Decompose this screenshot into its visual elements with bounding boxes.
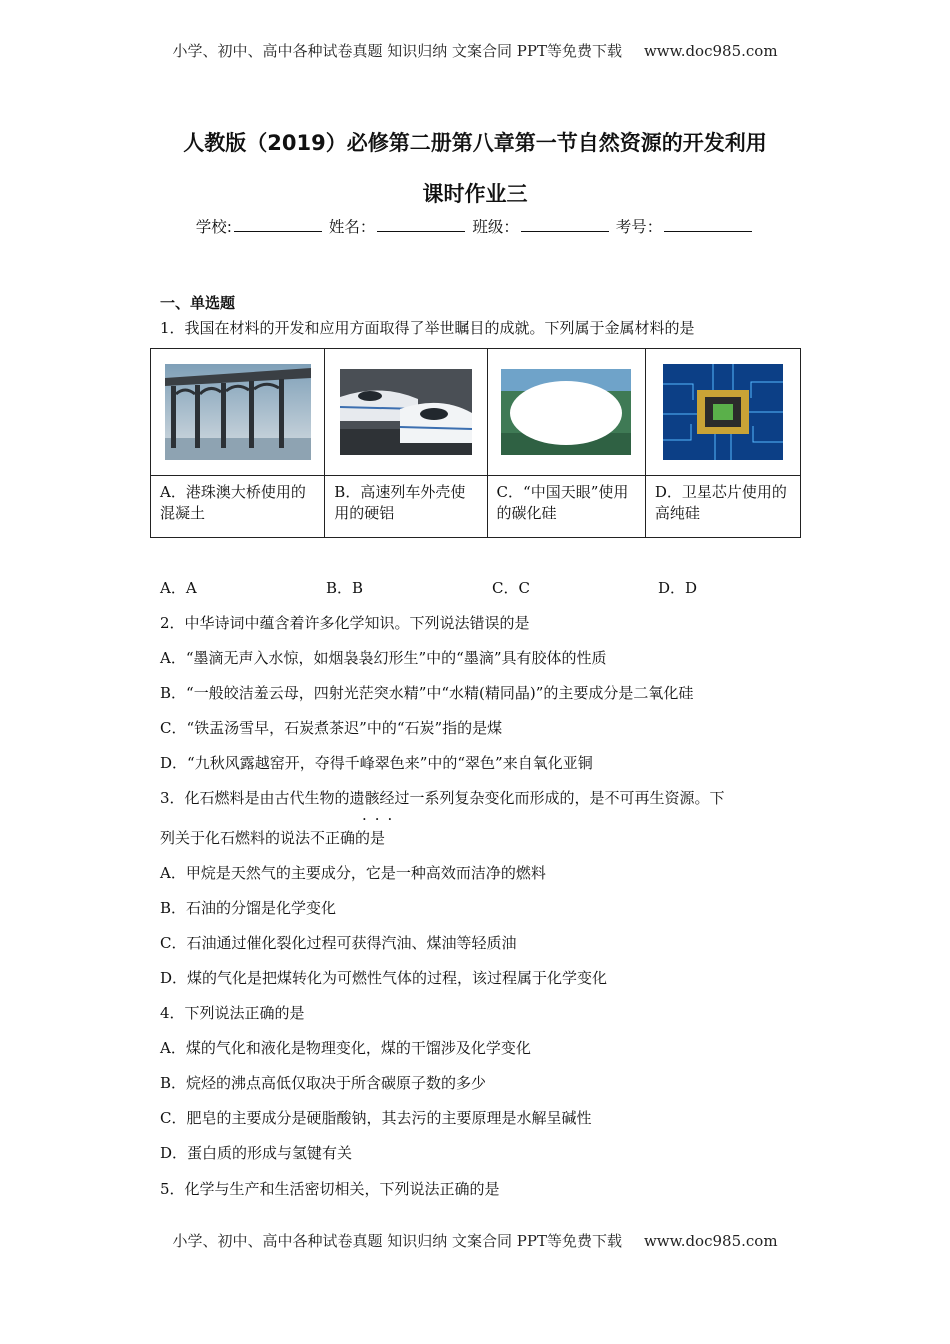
q3-stem-line1: 3．化石燃料是由古代生物的遗骸经过一系列复杂变化而形成的，是不可再生资源。下 xyxy=(160,789,725,807)
q2-option-c: C．“铁盂汤雪早，石炭煮茶迟”中的“石炭”指的是煤 xyxy=(160,719,503,737)
q2-option-b: B．“一般皎洁羞云母，四射光茫突水精”中“水精(精同晶)”的主要成分是二氧化硅 xyxy=(160,684,694,702)
q4-option-a: A．煤的气化和液化是物理变化，煤的干馏涉及化学变化 xyxy=(160,1039,531,1057)
q1-options-table xyxy=(150,348,801,538)
bridge-image xyxy=(165,364,311,460)
q4-option-d: D．蛋白质的形成与氢键有关 xyxy=(160,1144,353,1162)
telescope-image xyxy=(501,369,631,455)
number-blank xyxy=(664,217,752,232)
q5-stem: 5．化学与生产和生活密切相关，下列说法正确的是 xyxy=(160,1180,500,1198)
class-blank xyxy=(521,217,609,232)
q1-option-d-image-cell xyxy=(645,349,800,476)
q2-option-d: D．“九秋风露越窑开，夺得千峰翠色来”中的“翠色”来自氧化亚铜 xyxy=(160,754,593,772)
q4-stem: 4．下列说法正确的是 xyxy=(160,1004,305,1022)
emphasis-dots: ··· xyxy=(362,810,401,828)
page-footer xyxy=(0,1230,950,1251)
document-title: 人教版（2019）必修第二册第八章第一节自然资源的开发利用 xyxy=(183,131,767,155)
header-text: 小学、初中、高中各种试卷真题 知识归纳 文案合同 PPT等免费下载 xyxy=(172,42,622,60)
q4-option-c: C．肥皂的主要成分是硬脂酸钠，其去污的主要原理是水解呈碱性 xyxy=(160,1109,592,1127)
q2-stem: 2．中华诗词中蕴含着许多化学知识。下列说法错误的是 xyxy=(160,614,530,632)
q4-option-b: B．烷烃的沸点高低仅取决于所含碳原子数的多少 xyxy=(160,1074,487,1092)
q2-option-a: A．“墨滴无声入水惊，如烟袅袅幻形生”中的“墨滴”具有胶体的性质 xyxy=(160,649,607,667)
q1-option-c-image-cell xyxy=(487,349,645,476)
header-url[interactable]: www.doc985.com xyxy=(643,42,778,60)
q3-option-a: A．甲烷是天然气的主要成分，它是一种高效而洁净的燃料 xyxy=(160,864,546,882)
q1-option-a: A．港珠澳大桥使用的混凝土 xyxy=(151,476,325,538)
q1-choices xyxy=(160,577,860,598)
train-image xyxy=(340,369,472,455)
q1-option-c: C．“中国天眼”使用的碳化硅 xyxy=(487,476,645,538)
q1-stem: 1．我国在材料的开发和应用方面取得了举世瞩目的成就。下列属于金属材料的是 xyxy=(160,319,695,337)
q1-option-d: D．卫星芯片使用的高纯硅 xyxy=(645,476,800,538)
q1-option-b: B．高速列车外壳使用的硬铝 xyxy=(325,476,487,538)
school-blank xyxy=(234,217,322,232)
q1-choice-b: B．B xyxy=(326,579,364,597)
q1-choice-c: C．C xyxy=(492,579,530,597)
name-label: 姓名： xyxy=(328,218,376,236)
school-label: 学校: xyxy=(195,218,232,236)
name-blank xyxy=(377,217,465,232)
number-label: 考号： xyxy=(615,218,663,236)
q1-choice-d: D．D xyxy=(658,579,698,597)
document-subtitle: 课时作业三 xyxy=(422,182,528,206)
section-heading: 一、单选题 xyxy=(160,294,236,312)
q3-option-b: B．石油的分馏是化学变化 xyxy=(160,899,337,917)
q3-option-d: D．煤的气化是把煤转化为可燃性气体的过程，该过程属于化学变化 xyxy=(160,969,608,987)
q3-stem-line2: 列关于化石燃料的说法不正确的是 xyxy=(160,829,386,847)
class-label: 班级： xyxy=(472,218,519,236)
student-info-line xyxy=(0,215,950,237)
page-header xyxy=(0,40,950,61)
q1-choice-a: A．A xyxy=(160,579,197,597)
q1-option-a-image-cell xyxy=(151,349,325,476)
q1-option-b-image-cell xyxy=(325,349,487,476)
footer-text: 小学、初中、高中各种试卷真题 知识归纳 文案合同 PPT等免费下载 xyxy=(172,1232,622,1250)
chip-image xyxy=(663,364,783,460)
footer-url[interactable]: www.doc985.com xyxy=(643,1232,778,1250)
q3-option-c: C．石油通过催化裂化过程可获得汽油、煤油等轻质油 xyxy=(160,934,517,952)
